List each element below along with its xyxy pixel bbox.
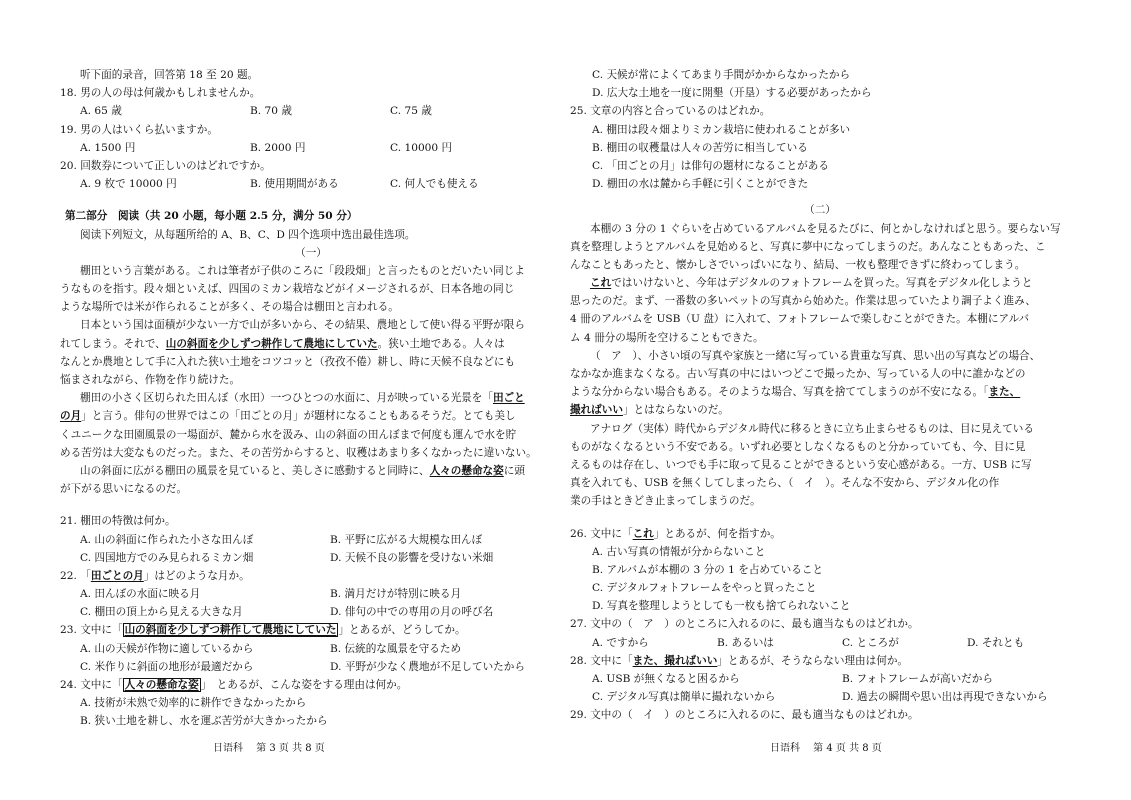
passage2-text: アナログ（実体）時代からデジタル時代に移るときに立ち止まらせるものは、目に見えている xyxy=(590,422,1034,435)
passage2-text: （ ア ）、小さい頃の写真や家族と一緒に写っている貴重な写真、思い出の写真などの場合、 xyxy=(590,349,1041,362)
q27-option-d[interactable]: D. それとも xyxy=(967,636,1025,649)
passage2-text: 業の手はときどき止まってしまうのだ。 xyxy=(570,495,761,508)
underlined-phrase: これ xyxy=(632,527,654,540)
q25-option-a[interactable]: A. 棚田は段々畑よりミカン栽培に使われることが多い xyxy=(592,123,851,136)
boxed-phrase: 山の斜面を少しずつ耕作して農地にしていた xyxy=(124,624,337,637)
q26-option-a[interactable]: A. 古い写真の情報が分からないこと xyxy=(592,545,766,558)
q21-option-c[interactable]: C. 四国地方でのみ見られるミカン畑 xyxy=(80,551,254,564)
q23-options xyxy=(60,640,562,658)
passage2-text: なかなか進まなくなる。古い写真の中にはいつどこで撮ったか、写っている人の中に誰かなどの xyxy=(570,368,1026,380)
q22-option-d[interactable]: D. 俳句の中での専用の月の呼び名 xyxy=(330,606,494,619)
right-page xyxy=(570,66,1070,725)
underlined-phrase: これ xyxy=(590,277,612,290)
text-segment: 」とあるが、そうならない理由は何か。 xyxy=(717,654,909,667)
passage2-text xyxy=(570,274,1070,292)
passage1-text: める苦労は大変なものだった。また、その苦労からすると、収穫はあまり多くなかったに違いない。 xyxy=(60,446,537,459)
q20-options xyxy=(60,175,562,193)
text-segment: 」はどのような月か。 xyxy=(143,569,250,582)
listening-instruction: 听下面的录音，回答第 18 至 20 题。 xyxy=(80,69,259,81)
text-segment: 22. 「 xyxy=(60,569,91,582)
q22-options xyxy=(60,585,562,603)
left-page xyxy=(60,66,562,731)
passage2-text xyxy=(570,401,1070,419)
q23-option-c[interactable]: C. 米作りに斜面の地形が最適だから xyxy=(80,660,254,673)
q27-option-b[interactable]: B. あるいは xyxy=(717,636,774,649)
passage1-label: （一） xyxy=(295,246,327,259)
q23-option-d[interactable]: D. 平野が少なく農地が不足していたから xyxy=(330,660,525,673)
q27-option-a[interactable]: A. ですから xyxy=(592,636,649,649)
q28-option-a[interactable]: A. USB が無くなると困るから xyxy=(592,673,740,685)
text-segment: ではいけないと、今年はデジタルのフォトフレームを買った。写真をデジタル化しようと xyxy=(611,277,1033,290)
passage1-text: うなものを指す。段々畑といえば、四国のミカン栽培などがイメージされるが、日本各地の同じ xyxy=(60,283,515,296)
passage2-text: ものがなくなるという不安である。いずれ必要としなくなるものと分かっていても、今、目に見 xyxy=(570,440,1026,453)
text-segment: 。狭い土地である。人々は xyxy=(377,337,505,350)
passage2-text: 思ったのだ。まず、一番数の多いペットの写真から始めた。作業は思っていたより調子よく進み、 xyxy=(570,295,1036,308)
text-segment: 24. 文中に「 xyxy=(60,679,123,691)
q28-option-c[interactable]: C. デジタル写真は簡単に撮れないから xyxy=(592,691,776,704)
text-segment: 」と言う。俳句の世界ではこの「田ごとの月」が題材になることもあるそうだ。とても美し xyxy=(81,410,516,423)
passage2-label: （二） xyxy=(804,204,836,217)
q25-option-b[interactable]: B. 棚田の収穫量は人々の苦労に相当している xyxy=(592,141,808,154)
text-segment: 」 とあるが、こんな姿をする理由は何か。 xyxy=(200,679,408,691)
passage1-text: ような場所では米が作られることが多く、その場合は棚田と言われる。 xyxy=(60,301,399,314)
part2-title: 第二部分 阅读（共 20 小题，每小题 2.5 分，满分 50 分） xyxy=(65,210,358,223)
text-segment: れてしまう。それで、 xyxy=(60,337,166,350)
text-segment: 26. 文中に「 xyxy=(570,527,633,540)
q26-option-d[interactable]: D. 写真を整理しようとしても一枚も捨てられないこと xyxy=(592,600,851,613)
text-segment: 」とあるが、何を指すか。 xyxy=(653,527,781,540)
passage1-text: が下がる思いになるのだ。 xyxy=(60,483,188,496)
q26-option-b[interactable]: B. アルバムが本棚の 3 分の 1 を占めていること xyxy=(592,563,823,576)
passage2-text: ム 4 冊分の場所を空けることもできた。 xyxy=(570,331,764,344)
q21-stem: 21. 棚田の特徴は何か。 xyxy=(60,515,176,528)
q28-option-d[interactable]: D. 過去の瞬間や思い出は再現できないから xyxy=(842,691,1048,704)
underlined-phrase: また、撮ればいい xyxy=(632,654,718,667)
q29-stem: 29. 文中の（ イ ）のところに入れるのに、最も適当なものはどれか。 xyxy=(570,709,919,722)
passage1-text: 悩まされながら、作物を作り続けた。 xyxy=(60,374,241,386)
q25-option-c[interactable]: C. 「田ごとの月」は俳句の題材になることがある xyxy=(592,159,829,172)
page-footer-right: 日语科 第 4 页 共 8 页 xyxy=(770,743,882,754)
q28-option-b[interactable]: B. フォトフレームが高いだから xyxy=(842,673,993,685)
q21-option-d[interactable]: D. 天候不良の影響を受けない米畑 xyxy=(330,551,494,564)
q19-option-a[interactable]: A. 1500 円 xyxy=(80,141,136,154)
q25-stem: 25. 文章の内容と合っているのはどれか。 xyxy=(570,105,771,118)
passage1-text: なんとか農地として手に入れた狭い土地をコツコッと（孜孜不倦）耕し、時に天候不良などにも xyxy=(60,355,516,368)
q18-option-a[interactable]: A. 65 歳 xyxy=(80,105,122,118)
text-segment: 」とはならないのだ。 xyxy=(622,404,729,417)
underlined-phrase: 人々の懸命な姿 xyxy=(429,464,504,477)
q26-option-c[interactable]: C. デジタルフォトフレームをやっと買ったこと xyxy=(592,582,817,595)
q19-option-c[interactable]: C. 10000 円 xyxy=(390,141,453,154)
passage1-text: くユニークな田園風景の一場面が、麓から水を汲み、山の斜面の田んぼまで何度も運んで水を貯 xyxy=(60,428,517,441)
boxed-phrase: 人々の懸命な姿 xyxy=(124,679,199,691)
q27-stem: 27. 文中の（ ア ）のところに入れるのに、最も適当なものはどれか。 xyxy=(570,618,919,631)
text-segment: ような分からない場合もある。そのような場合、写真を捨ててしまうのが不安になる。「 xyxy=(570,386,989,399)
q28-options xyxy=(570,670,1070,688)
underlined-phrase: の月 xyxy=(60,410,82,423)
text-segment: 23. 文中に「 xyxy=(60,624,123,637)
q22-options xyxy=(60,603,562,621)
passage1-text xyxy=(60,389,562,407)
q18-options xyxy=(60,102,562,120)
q24-option-c[interactable]: C. 天候が常によくてあまり手間がかからなかったから xyxy=(592,69,851,81)
q21-option-b[interactable]: B. 平野に広がる大規模な田んぼ xyxy=(330,533,483,546)
q23-option-a[interactable]: A. 山の天候が作物に適しているから xyxy=(80,642,254,655)
passage2-text: 真を入れても、USB を無くしてしまったら、（ イ ）。そんな不安から、デジタル化の作 xyxy=(570,477,1000,490)
underlined-phrase: 田ごと xyxy=(492,392,525,405)
passage1-text: 棚田という言葉がある。これは筆者が子供のころに「段段畑」と言ったものとだいたい同じよ xyxy=(80,264,525,277)
q27-options xyxy=(570,634,1070,652)
q24-option-b[interactable]: B. 狭い土地を耕し、水を運ぶ苦労が大きかったから xyxy=(80,715,328,728)
q20-stem: 20. 回数券について正しいのはどれですか。 xyxy=(60,159,271,172)
q25-option-d[interactable]: D. 棚田の水は麓から手軽に引くことができた xyxy=(592,178,809,191)
q24-option-d[interactable]: D. 広大な土地を一度に開墾（开垦）する必要があったから xyxy=(592,87,872,100)
passage1-text xyxy=(60,462,562,480)
page-footer-left: 日语科 第 3 页 共 8 页 xyxy=(213,743,325,754)
q21-options xyxy=(60,531,562,549)
q24-stem xyxy=(60,676,562,694)
q20-option-a[interactable]: A. 9 枚で 10000 円 xyxy=(80,178,177,191)
q18-option-c[interactable]: C. 75 歳 xyxy=(390,105,432,118)
passage1-text xyxy=(60,335,562,353)
q23-stem xyxy=(60,621,562,639)
underlined-phrase: 撮ればいい xyxy=(570,404,623,417)
q21-options xyxy=(60,549,562,567)
text-segment: に頭 xyxy=(503,464,525,477)
text-segment: 山の斜面に広がる棚田の風景を見ていると、美しさに感動すると同時に、 xyxy=(80,464,430,477)
q22-option-c[interactable]: C. 棚田の頂上から見える大きな月 xyxy=(80,606,243,619)
q22-option-b[interactable]: B. 満月だけが特別に映る月 xyxy=(330,588,462,601)
passage2-text: 真を整理しようとアルバムを見始めると、写真に夢中になってしまうのだ。あんなこともあった、こ xyxy=(570,240,1046,253)
q23-options xyxy=(60,658,562,676)
underlined-phrase: 山の斜面を少しずつ耕作して農地にしていた xyxy=(165,337,378,350)
q26-stem xyxy=(570,525,1070,543)
q22-option-a[interactable]: A. 田んぼの水面に映る月 xyxy=(80,588,201,601)
q24-option-a[interactable]: A. 技術が未熟で効率的に耕作できなかったから xyxy=(80,697,307,710)
passage2-text: んなこともあったと、懐かしさでいっぱいになり、結局、一枚も整理できずに終わってしまう。 xyxy=(570,258,1026,271)
passage2-text xyxy=(570,383,1070,401)
q19-options xyxy=(60,139,562,157)
text-segment: 棚田の小さく区切られた田んぼ（水田）一つひとつの水面に、月が映っている光景を「 xyxy=(80,392,493,405)
q28-options xyxy=(570,688,1070,706)
q20-option-c[interactable]: C. 何人でも使える xyxy=(390,178,479,191)
q22-stem xyxy=(60,567,562,585)
q23-option-b[interactable]: B. 伝統的な風景を守るため xyxy=(330,642,462,655)
q18-stem: 18. 男の人の母は何歳かもしれませんか。 xyxy=(60,87,261,100)
passage2-text: えるものは存在し、いつでも手に取って見ることができるという安心感がある。一方、USB に写 xyxy=(570,458,1032,471)
q18-option-b[interactable]: B. 70 歳 xyxy=(250,105,292,118)
underlined-phrase: また、 xyxy=(988,386,1021,399)
q20-option-b[interactable]: B. 使用期間がある xyxy=(250,178,339,191)
passage1-text xyxy=(60,407,562,425)
passage1-text: 日本という国は面積が少ない一方で山が多いから、その結果、農地として使い得る平野が限ら xyxy=(80,319,525,332)
q19-stem: 19. 男の人はいくら払いますか。 xyxy=(60,123,218,136)
q28-stem xyxy=(570,652,1070,670)
q21-option-a[interactable]: A. 山の斜面に作られた小さな田んぼ xyxy=(80,533,254,546)
q19-option-b[interactable]: B. 2000 円 xyxy=(250,141,306,154)
passage2-text: 4 冊のアルバムを USB（U 盘）に入れて、フォトフレームで楽しむことができた。本棚にアルバ xyxy=(570,313,1030,326)
passage2-text: 本棚の 3 分の 1 ぐらいを占めているアルバムを見るたびに、何とかしなければと思う。要らない写 xyxy=(590,222,1061,235)
text-segment: 」とあるが、どうしてか。 xyxy=(338,624,466,637)
text-segment: 28. 文中に「 xyxy=(570,654,633,667)
part2-instruction: 阅读下列短文，从每题所给的 A、B、C、D 四个选项中选出最佳选项。 xyxy=(80,228,416,241)
q27-option-c[interactable]: C. ところが xyxy=(842,636,899,649)
underlined-phrase: 田ごとの月 xyxy=(90,569,144,582)
